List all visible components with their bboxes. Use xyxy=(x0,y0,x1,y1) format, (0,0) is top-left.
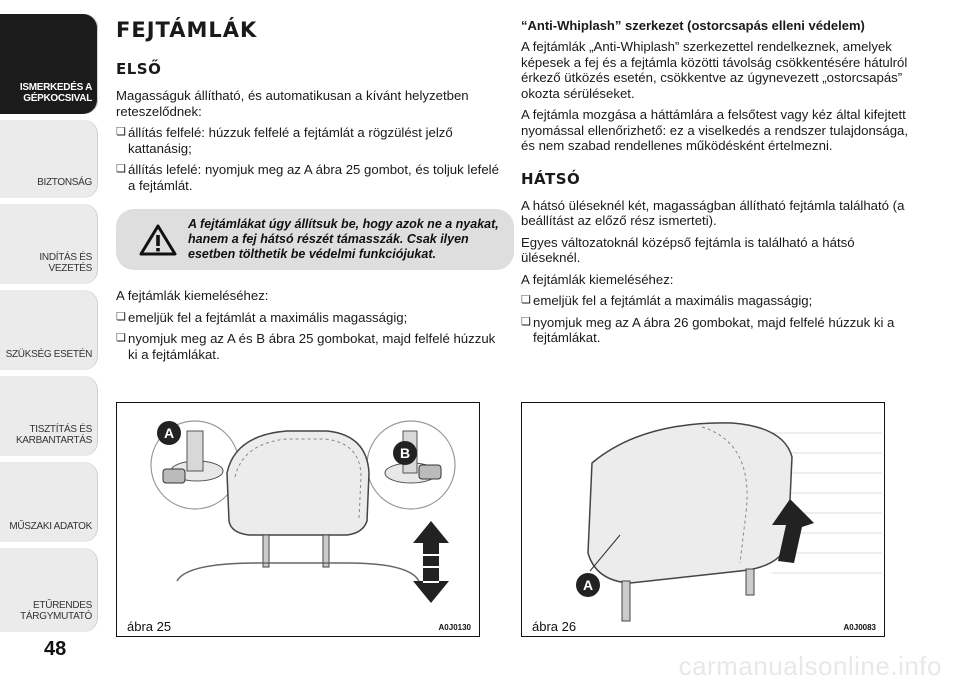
list-item: ❏ nyomjuk meg az A és B ábra 25 gombokat, majd felfelé húzzuk ki a fejtámlákat. xyxy=(116,331,504,362)
tab-label: INDÍTÁS ÉS VEZETÉS xyxy=(39,252,92,274)
tab-ismerkedes[interactable] xyxy=(0,14,98,114)
intro-text: Magasságuk állítható, és automatikusan a kívánt helyzetben reteszelődnek: xyxy=(116,88,469,119)
tab-label: MŰSZAKI ADATOK xyxy=(9,521,92,532)
tab-biztonsag[interactable] xyxy=(0,120,98,198)
tab-muszaki[interactable] xyxy=(0,462,98,542)
list-item: ❏ emeljük fel a fejtámlát a maximális magasságig; xyxy=(116,310,504,326)
section-title: FEJTÁMLÁK xyxy=(116,18,258,42)
tab-label: SZÜKSÉG ESETÉN xyxy=(5,349,92,360)
remove-intro: A fejtámlák kiemeléséhez: xyxy=(116,288,269,303)
figure-code: A0J0130 xyxy=(438,623,471,632)
figure-caption: ábra 26 xyxy=(532,619,577,634)
warning-text: A fejtámlákat úgy állítsuk be, hogy azok ne a nyakat, hanem a fej hátsó részét támasszák. Csak ilyen esetben tölthetik be védelmi funkciójukat. xyxy=(188,217,499,261)
antiwhiplash-heading: “Anti-Whiplash” szerkezet (ostorcsapás elleni védelem) xyxy=(521,18,865,33)
headrest-illustration xyxy=(117,403,479,636)
figure-caption: ábra 25 xyxy=(127,619,172,634)
figure-code: A0J0083 xyxy=(843,623,876,632)
list-item: ❏ állítás lefelé: nyomjuk meg az A ábra 25 gombot, és toljuk lefelé a fejtámlát. xyxy=(116,162,504,193)
adjust-list xyxy=(116,125,504,193)
label-a: A xyxy=(163,425,175,441)
tab-tisztitas[interactable] xyxy=(0,376,98,456)
up-down-arrow-icon xyxy=(413,521,449,603)
tab-label: BIZTONSÁG xyxy=(37,177,92,188)
remove-list xyxy=(116,310,504,363)
subsection-title-front: ELSŐ xyxy=(116,60,162,78)
rear-headrest-illustration xyxy=(522,403,884,636)
tab-inditas[interactable] xyxy=(0,204,98,284)
paragraph: Egyes változatoknál középső fejtámla is található a hátsó üléseknél. xyxy=(521,234,855,265)
paragraph: A fejtámla mozgása a háttámlára a felsőtest vagy kéz által kifejtett nyomással ellenőrizhető: ez a viselkedés a rendszer tulajdonsága, és nem szabad rendellenes működésként értelmezni. xyxy=(521,107,909,153)
list-item: ❏ állítás felfelé: húzzuk felfelé a fejtámlát a rögzülést jelző kattanásig; xyxy=(116,125,504,156)
tab-szukseg[interactable] xyxy=(0,290,98,370)
watermark: carmanualsonline.info xyxy=(678,651,942,681)
label-b: B xyxy=(399,445,411,461)
warning-box xyxy=(116,209,514,270)
left-column xyxy=(116,14,504,368)
subsection-title-rear: HÁTSÓ xyxy=(521,169,581,188)
figure-26 xyxy=(521,402,885,637)
list-item: ❏ emeljük fel a fejtámlát a maximális magasságig; xyxy=(521,293,913,309)
tab-label: TISZTÍTÁS ÉS KARBANTARTÁS xyxy=(15,424,92,446)
paragraph: A fejtámlák „Anti-Whiplash” szerkezettel rendelkeznek, amelyek képesek a fej és a fejtámla közötti távolság csökkentésére hátulról érkező ütközés esetén, csökkentve az úgynevezett „ostorcsapás” okozta sérüléseket. xyxy=(521,39,908,101)
page-number: 48 xyxy=(44,638,67,660)
tab-label: ETŰRENDES TÁRGYMUTATÓ xyxy=(20,600,92,622)
paragraph: A hátsó üléseknél két, magasságban állítható fejtámla található (a beállítást az előző rész ismerteti). xyxy=(521,197,905,228)
warning-triangle-icon xyxy=(128,224,188,256)
right-column xyxy=(521,14,913,352)
remove-intro: A fejtámlák kiemeléséhez: xyxy=(521,271,674,287)
label-a: A xyxy=(582,577,594,593)
tab-label: ISMERKEDÉS A GÉPKOCSIVAL xyxy=(19,82,92,104)
list-item: ❏ nyomjuk meg az A ábra 26 gombokat, majd felfelé húzzuk ki a fejtámlákat. xyxy=(521,315,913,346)
tab-targymutato[interactable] xyxy=(0,548,98,632)
remove-list xyxy=(521,293,913,346)
figure-25 xyxy=(116,402,480,637)
